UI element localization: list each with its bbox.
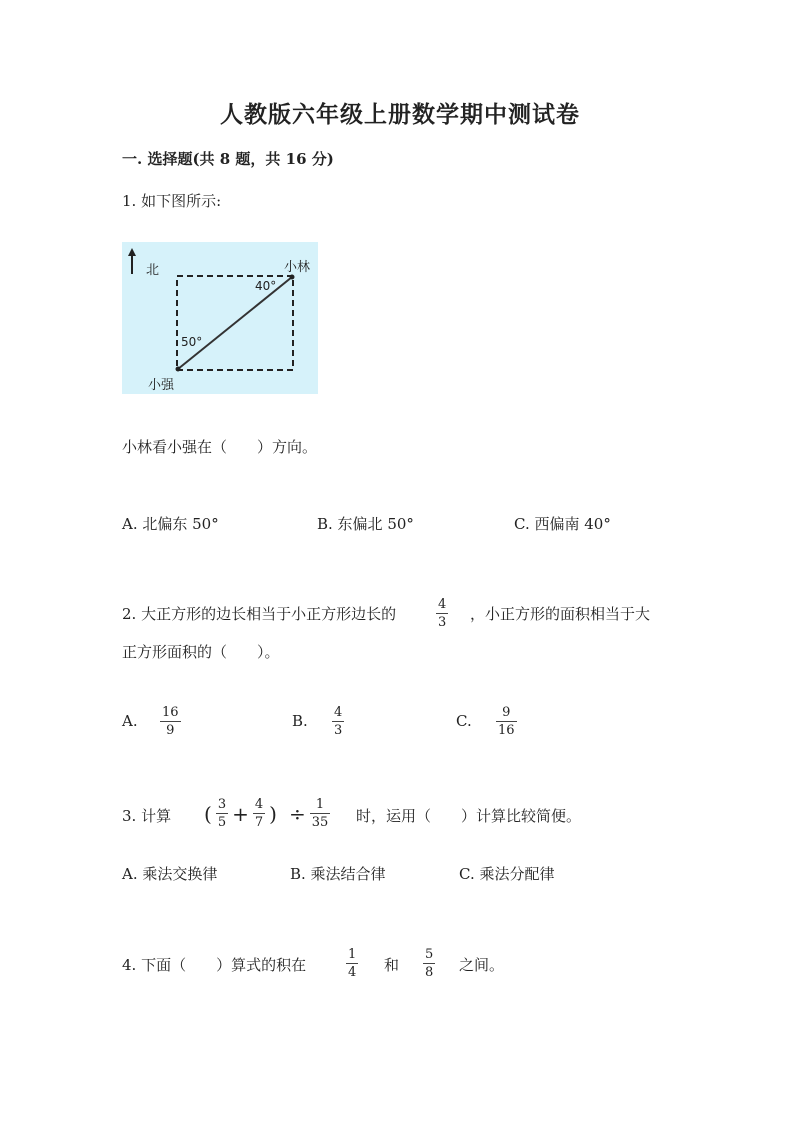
divide-sign: ÷ [288, 801, 306, 826]
q1-intro [122, 190, 221, 211]
plus-sign: + [232, 801, 249, 826]
xiaolin-label: 小林 [284, 260, 311, 275]
north-label: 北 [146, 263, 160, 278]
q3-expression [204, 797, 330, 830]
q1-stem: 小林看小强在（ ）方向。 [122, 438, 318, 456]
q2-option-c-label[interactable]: C. [456, 712, 472, 730]
q3-option-a[interactable]: A. 乘法交换律 [122, 865, 218, 883]
q2-option-b-fraction[interactable] [332, 705, 344, 738]
section-heading: 一. 选择题(共 8 题，共 16 分) [122, 150, 334, 168]
q1-option-a[interactable]: A. 北偏东 50° [122, 515, 219, 533]
fraction-numerator: 4 [334, 705, 343, 720]
fraction-numerator: 9 [502, 705, 511, 720]
q2-stem-part1: 2. 大正方形的边长相当于小正方形边长的 [122, 605, 397, 623]
fraction-denominator: 8 [425, 965, 434, 980]
close-paren: ) [269, 801, 277, 826]
direction-figure [122, 242, 318, 394]
q3-suffix: 时，运用（ ）计算比较简便。 [356, 807, 582, 825]
fraction-numerator: 1 [315, 797, 325, 812]
q2-option-b-label[interactable]: B. [292, 712, 308, 730]
q4-prefix: 4. 下面（ ）算式的积在 [122, 956, 307, 974]
q3-prefix: 3. 计算 [122, 807, 172, 825]
angle-40-label: 40° [255, 279, 277, 293]
q2-option-a-fraction[interactable] [160, 705, 181, 738]
q4-and: 和 [384, 956, 400, 974]
fraction-denominator: 9 [166, 723, 175, 738]
north-arrow-icon [128, 248, 136, 274]
q4-fraction-1 [346, 947, 358, 980]
fraction-denominator: 7 [254, 815, 264, 830]
page-title: 人教版六年级上册数学期中测试卷 [220, 101, 580, 128]
fraction-denominator: 16 [498, 723, 515, 738]
fraction-numerator: 5 [425, 947, 434, 962]
fraction-denominator: 4 [348, 965, 357, 980]
q3-option-b[interactable]: B. 乘法结合律 [290, 865, 386, 883]
xiaoqiang-label: 小强 [148, 378, 175, 393]
q1-intro-text: 如下图所示: [141, 192, 222, 210]
fraction-numerator: 4 [254, 797, 264, 812]
q4-suffix: 之间。 [459, 956, 505, 974]
q2-fraction [436, 597, 448, 630]
point-xiaoqiang [176, 367, 181, 372]
direction-diagram [122, 242, 318, 394]
q2-option-c-fraction[interactable] [496, 705, 517, 738]
fraction-numerator: 3 [217, 797, 227, 812]
fraction-denominator: 5 [217, 815, 227, 830]
angle-50-label: 50° [181, 335, 203, 349]
q2-stem-line2: 正方形面积的（ ）。 [122, 643, 280, 661]
q1-option-b[interactable]: B. 东偏北 50° [317, 515, 414, 533]
q4-fraction-2 [423, 947, 435, 980]
fraction-denominator: 35 [311, 815, 329, 830]
fraction-denominator: 3 [334, 723, 343, 738]
q1-number: 1. [122, 192, 137, 210]
expr-fraction-3 [310, 797, 331, 830]
point-xiaolin [290, 275, 295, 280]
fraction-numerator: 16 [162, 705, 179, 720]
open-paren: ( [204, 801, 212, 826]
q2-option-a-label[interactable]: A. [122, 712, 138, 730]
q1-option-c[interactable]: C. 西偏南 40° [514, 515, 611, 533]
fraction-numerator: 1 [348, 947, 357, 962]
fraction-numerator: 4 [438, 597, 447, 612]
fraction-denominator: 3 [438, 615, 447, 630]
q3-option-c[interactable]: C. 乘法分配律 [459, 865, 555, 883]
expr-fraction-2 [253, 797, 265, 830]
q2-stem-part2: ，小正方形的面积相当于大 [470, 605, 651, 623]
expr-fraction-1 [216, 797, 228, 830]
